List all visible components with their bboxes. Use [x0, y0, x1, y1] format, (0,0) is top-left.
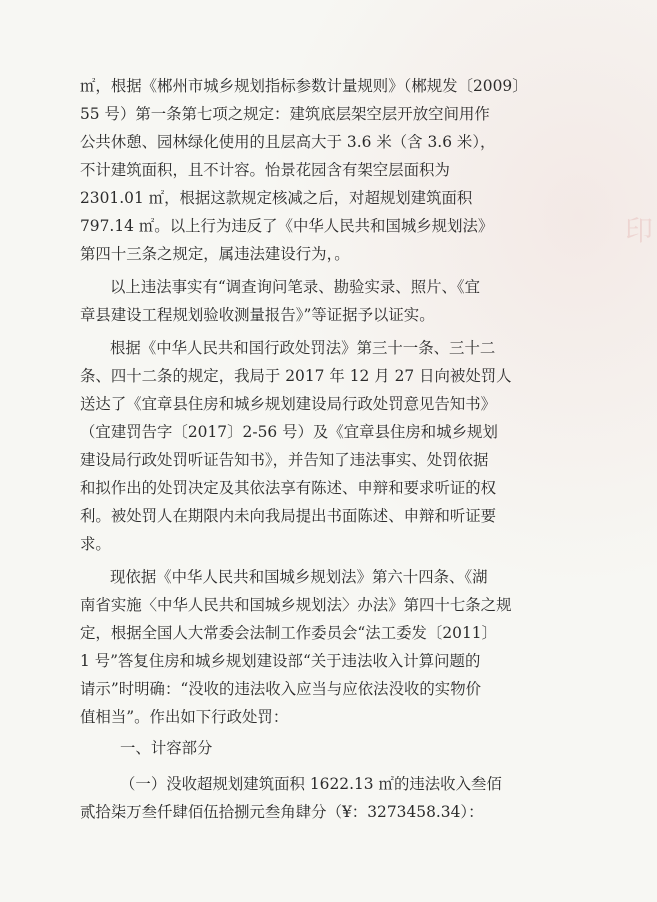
- document-line: 797.14 ㎡。以上行为违反了《中华人民共和国城乡规划法》: [80, 217, 494, 235]
- document-line: 一、计容部分: [120, 739, 213, 757]
- document-line: （一）没收超规划建筑面积 1622.13 ㎡的违法收入叁佰: [120, 775, 502, 793]
- document-line: 和拟作出的处罚决定及其依法享有陈述、申辩和要求听证的权: [80, 479, 497, 497]
- document-line: 条、四十二条的规定，我局于 2017 年 12 月 27 日向被处罚人: [80, 367, 512, 385]
- document-line: 以上违法事实有“调查询问笔录、勘验实录、照片、《宜: [110, 278, 481, 296]
- document-line: 贰拾柒万叁仟肆佰伍拾捌元叁角肆分（¥：3273458.34）：: [80, 803, 484, 821]
- document-line: 建设局行政处罚听证告知书》，并告知了违法事实、处罚依据: [80, 451, 489, 469]
- document-line: （宜建罚告字〔2017〕2-56 号）及《宜章县住房和城乡规划: [80, 423, 498, 441]
- document-line: 南省实施〈中华人民共和国城乡规划法〉办法》第四十七条之规: [80, 596, 512, 614]
- document-line: 章县建设工程规划验收测量报告》”等证据予以证实。: [80, 306, 435, 324]
- document-line: 公共休憩、园林绿化使用的且层高大于 3.6 米（含 3.6 米），: [80, 133, 496, 151]
- document-line: 求。: [80, 535, 111, 553]
- document-line: 现依据《中华人民共和国城乡规划法》第六十四条、《湖: [110, 568, 488, 586]
- document-line: ㎡，根据《郴州市城乡规划指标参数计量规则》（郴规发〔2009〕: [80, 77, 528, 95]
- document-body: [80, 72, 554, 826]
- document-line: 1 号”答复住房和城乡规划建设部“关于违法收入计算问题的: [80, 652, 481, 670]
- document-line: 根据《中华人民共和国行政处罚法》第三十一条、三十二: [110, 339, 496, 357]
- document-line: 定，根据全国人大常委会法制工作委员会“法工委发〔2011〕: [80, 624, 497, 642]
- document-line: 送达了《宜章县住房和城乡规划建设局行政处罚意见告知书》: [80, 395, 497, 413]
- document-line: 值相当”。作出如下行政处罚：: [80, 708, 289, 726]
- document-line: 请示”时明确：“没收的违法收入应当与应依法没收的实物价: [80, 680, 482, 698]
- faint-red-stamp-mark: 印: [625, 214, 654, 247]
- document-line: 55 号）第一条第七项之规定：建筑底层架空层开放空间用作: [80, 105, 490, 123]
- document-line: 利。被处罚人在期限内未向我局提出书面陈述、申辩和听证要: [80, 507, 497, 525]
- document-line: 2301.01 ㎡，根据这款规定核减之后，对超规划建筑面积: [80, 189, 473, 207]
- document-line: 不计建筑面积，且不计容。怡景花园含有架空层面积为: [80, 161, 450, 179]
- document-line: 第四十三条之规定，属违法建设行为，。: [80, 245, 350, 263]
